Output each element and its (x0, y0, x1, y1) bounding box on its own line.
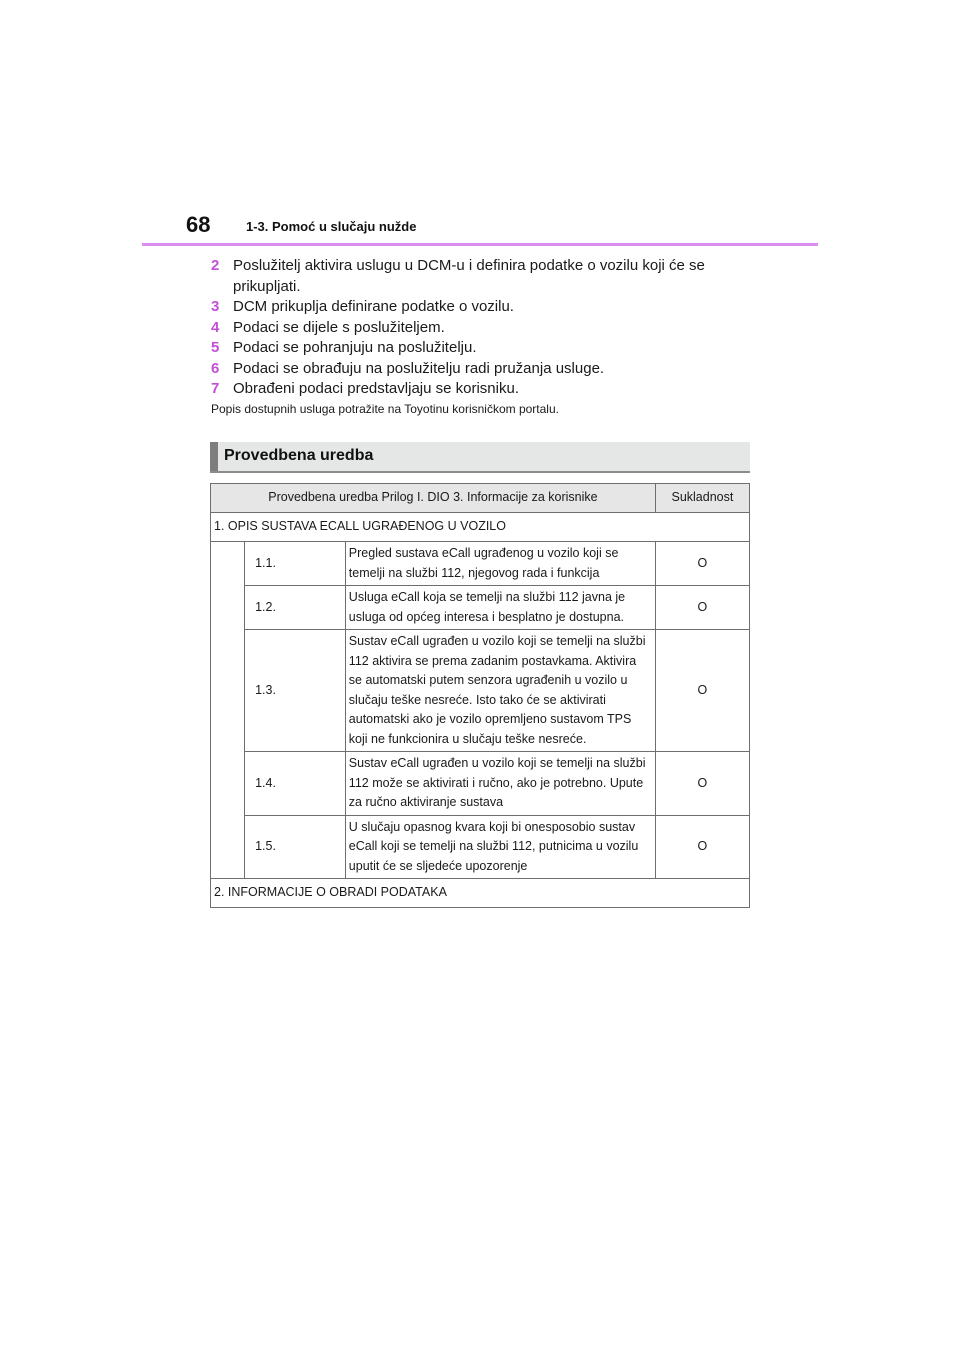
row-description: U slučaju opasnog kvara koji bi onesposobio sustav eCall koji se temelji na službi 112, putnicima u vozilu uputit će se sljedeće upozorenje (345, 815, 655, 879)
step-number: 3 (211, 298, 220, 315)
step-text: Podaci se dijele s poslužiteljem. (233, 318, 445, 336)
regulation-table (210, 483, 750, 908)
table-row (211, 586, 750, 630)
table-row (211, 542, 750, 586)
row-number: 1.2. (245, 586, 346, 630)
table-header-row (211, 484, 750, 513)
step-item (211, 379, 751, 400)
step-item (211, 297, 751, 318)
table-header-compliance: Sukladnost (655, 484, 749, 513)
step-list (211, 256, 751, 400)
row-number: 1.3. (245, 630, 346, 752)
row-description: Usluga eCall koja se temelji na službi 112 javna je usluga od općeg interesa i besplatno je dostupna. (345, 586, 655, 630)
table-section-row (211, 879, 750, 908)
indent-cell (211, 542, 245, 879)
step-number: 2 (211, 257, 220, 274)
heading-accent-bar (210, 442, 218, 471)
step-text: DCM prikuplja definirane podatke o vozilu. (233, 298, 514, 315)
section-1-title: 1. OPIS SUSTAVA ECALL UGRAĐENOG U VOZILO (211, 513, 750, 542)
step-number: 7 (211, 380, 220, 397)
row-compliance: O (655, 752, 749, 816)
row-compliance: O (655, 815, 749, 879)
section-heading: Provedbena uredba (224, 447, 374, 464)
row-compliance: O (655, 542, 749, 586)
table-row (211, 630, 750, 752)
step-item (211, 359, 751, 380)
step-item (211, 338, 751, 359)
section-2-title: 2. INFORMACIJE O OBRADI PODATAKA (211, 879, 750, 908)
step-text: Poslužitelj aktivira uslugu u DCM-u i definira podatke o vozilu koji će se prikupljati. (233, 257, 705, 295)
step-text: Obrađeni podaci predstavljaju se korisniku. (233, 380, 519, 397)
page-number: 68 (186, 212, 211, 237)
row-number: 1.4. (245, 752, 346, 816)
table-header-requirement: Provedbena uredba Prilog I. DIO 3. Informacije za korisnike (211, 484, 656, 513)
table-row (211, 815, 750, 879)
row-compliance: O (655, 630, 749, 752)
section-title: 1-3. Pomoć u slučaju nužde (246, 219, 417, 234)
row-number: 1.1. (245, 542, 346, 586)
row-description: Pregled sustava eCall ugrađenog u vozilo koji se temelji na službi 112, njegovog rada i funkcija (345, 542, 655, 586)
portal-note: Popis dostupnih usluga potražite na Toyotinu korisničkom portalu. (211, 402, 559, 416)
row-number: 1.5. (245, 815, 346, 879)
step-number: 5 (211, 339, 220, 356)
section-heading-box (210, 442, 750, 473)
row-description: Sustav eCall ugrađen u vozilo koji se temelji na službi 112 može se aktivirati i ručno, ako je potrebno. Upute za ručno aktiviranje sustava (345, 752, 655, 816)
table-section-row (211, 513, 750, 542)
step-text: Podaci se pohranjuju na poslužitelju. (233, 339, 477, 356)
step-number: 6 (211, 359, 220, 377)
step-text: Podaci se obrađuju na poslužitelju radi pružanja usluge. (233, 359, 605, 377)
header-divider (142, 243, 818, 246)
step-item (211, 256, 751, 297)
step-number: 4 (211, 318, 220, 336)
table-row (211, 752, 750, 816)
step-item (211, 318, 751, 339)
row-compliance: O (655, 586, 749, 630)
row-description: Sustav eCall ugrađen u vozilo koji se temelji na službi 112 aktivira se prema zadanim postavkama. Aktivira se automatski putem senzora ugrađenih u vozilo u slučaju teške nesreće. Isto tako će se aktivirati automatski ako je vozilo opremljeno sustavom TPS koji ne funkcionira u slučaju teške nesreće. (345, 630, 655, 752)
